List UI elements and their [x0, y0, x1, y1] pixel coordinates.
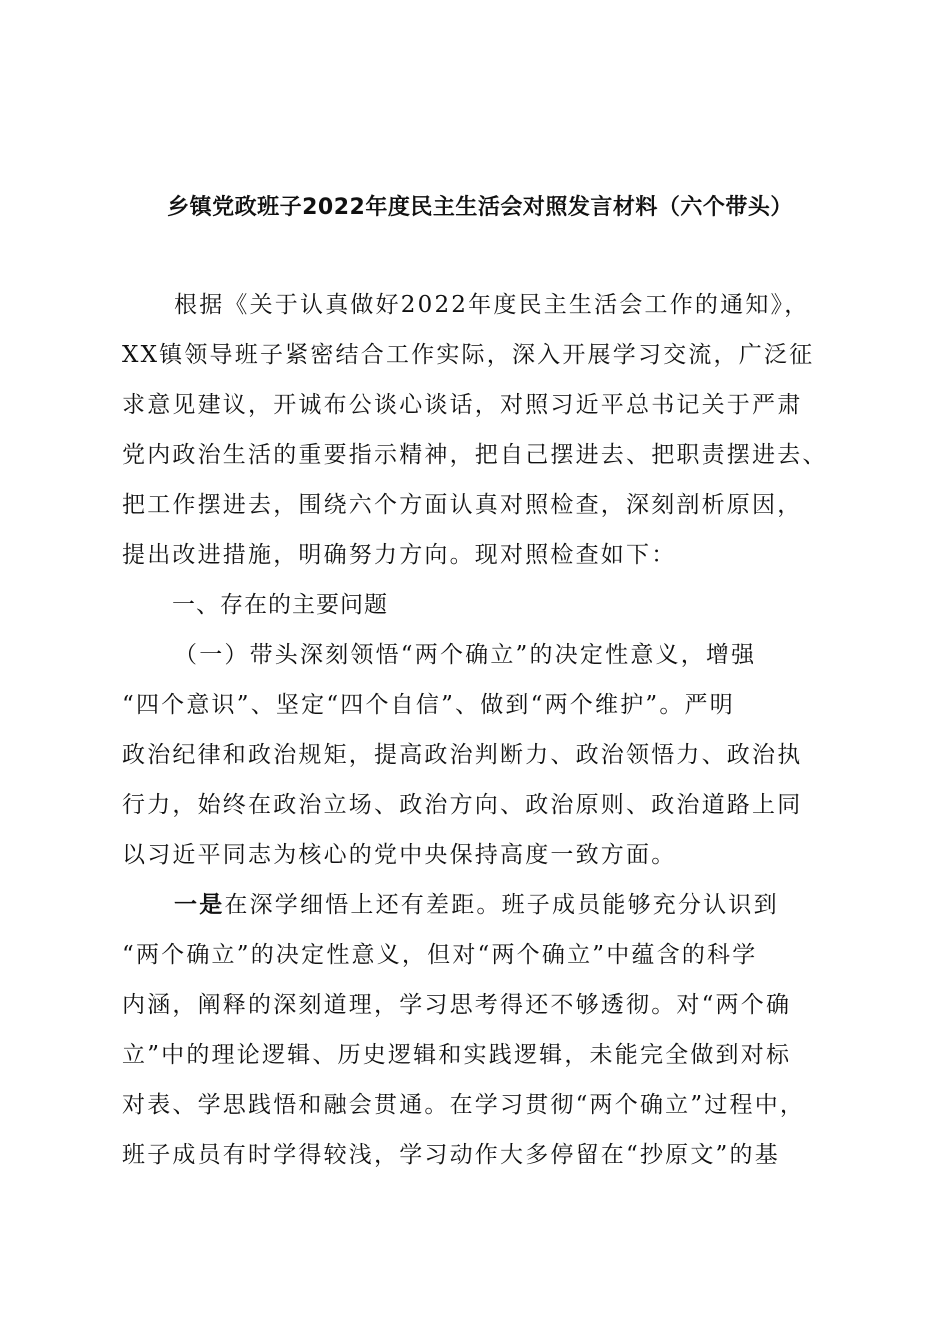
subsection-line: （一）带头深刻领悟“两个确立”的决定性意义，增强 — [174, 642, 757, 668]
point-line: 立”中的理论逻辑、历史逻辑和实践逻辑，未能完全做到对标 — [122, 1042, 792, 1068]
point-label: 一是 — [174, 892, 225, 918]
point-first-line-text: 在深学细悟上还有差距。班子成员能够充分认识到 — [224, 892, 779, 918]
intro-line: 根据《关于认真做好2022年度民主生活会工作的通知》， — [174, 292, 810, 318]
intro-line: 党内政治生活的重要指示精神，把自己摆进去、把职责摆进去、 — [122, 442, 828, 468]
subsection-line: 政治纪律和政治规矩，提高政治判断力、政治领悟力、政治执 — [122, 742, 803, 768]
subsection-line: 行力，始终在政治立场、政治方向、政治原则、政治道路上同 — [122, 792, 803, 818]
document-title: 乡镇党政班子2022年度民主生活会对照发言材料（六个带头） — [167, 195, 793, 220]
intro-line: XX镇领导班子紧密结合工作实际，深入开展学习交流，广泛征 — [122, 342, 815, 368]
subsection-line: 以习近平同志为核心的党中央保持高度一致方面。 — [122, 842, 677, 868]
intro-line: 把工作摆进去，围绕六个方面认真对照检查，深刻剖析原因， — [122, 492, 803, 518]
point-line: 对表、学思践悟和融会贯通。在学习贯彻“两个确立”过程中， — [122, 1092, 806, 1118]
section-heading: 一、存在的主要问题 — [172, 592, 388, 618]
intro-line: 提出改进措施，明确努力方向。现对照检查如下： — [122, 542, 677, 568]
point-first-line — [174, 890, 779, 920]
subsection-line: “四个意识”、坚定“四个自信”、做到“两个维护”。严明 — [122, 692, 735, 718]
point-line: 班子成员有时学得较浅，学习动作大多停留在“抄原文”的基 — [122, 1142, 780, 1168]
point-line: “两个确立”的决定性意义，但对“两个确立”中蕴含的科学 — [122, 942, 758, 968]
intro-line: 求意见建议，开诚布公谈心谈话，对照习近平总书记关于严肃 — [122, 392, 803, 418]
point-line: 内涵，阐释的深刻道理，学习思考得还不够透彻。对“两个确 — [122, 992, 792, 1018]
